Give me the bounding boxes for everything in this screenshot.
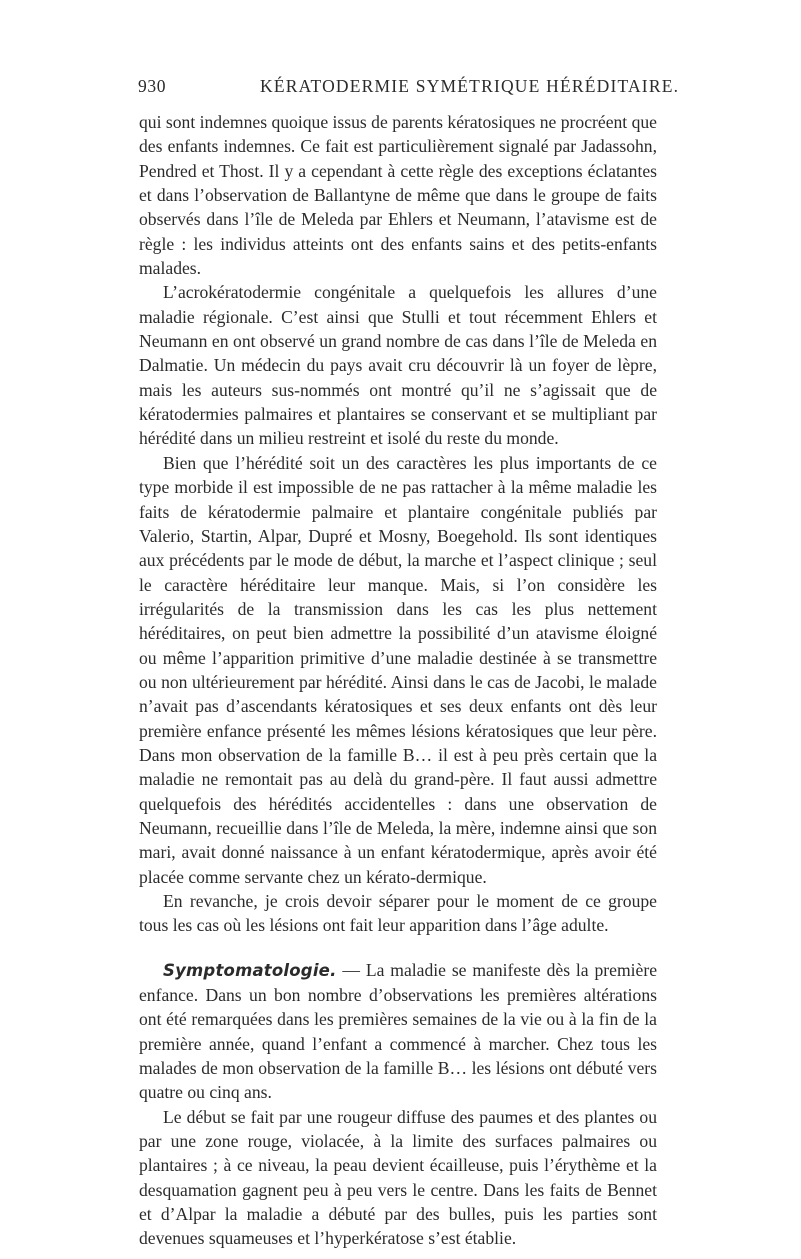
body-text (139, 110, 657, 1251)
paragraph-heredity: Bien que l’hérédité soit un des caractères les plus importants de ce type morbide il est impossible de ne pas rattacher à la même maladie les faits de kératodermie palmaire et plantaire congénitale publiés par Valerio, Startin, Alpar, Dupré et Mosny, Boegehold. Ils sont identiques aux précédents par le mode de début, la marche et l’aspect clinique ; seul le caractère héréditaire leur manque. Mais, si l’on considère les irrégularités de la transmission dans les cas les plus nettement héréditaires, on peut bien admettre la possibilité d’un atavisme éloigné ou même l’apparition primitive d’une maladie destinée à se transmettre ou non ultérieurement par hérédité. Ainsi dans le cas de Jacobi, le malade n’avait pas d’ascendants kératosiques et ses deux enfants ont dès leur première enfance présenté les mêmes lésions kératosiques que leur père. Dans mon observation de la famille B… il est à peu près certain que la maladie ne remontait pas au delà du grand-père. Il faut aussi admettre quelquefois des hérédités accidentelles : dans une observation de Neumann, recueillie dans l’île de Meleda, la mère, indemne ainsi que son mari, avait donné naissance à un enfant kératodermique, après avoir été placée comme servante chez un kérato-dermique. (139, 452, 657, 887)
running-head (138, 76, 680, 100)
paragraph-adult-cases: En revanche, je crois devoir séparer pour le moment de ce groupe tous les cas où les lésions ont fait leur apparition dans l’âge adulte. (139, 891, 657, 936)
paragraph-symptomatology (139, 958, 657, 1105)
paragraph-onset: Le début se fait par une rougeur diffuse des paumes et des plantes ou par une zone rouge, violacée, à la limite des surfaces palmaires ou plantaires ; à ce niveau, la peau devient écailleuse, puis l’érythème et la desquamation gagnent peu à peu vers le centre. Dans les faits de Bennet et d’Alpar la maladie a débuté par des bulles, puis les parties sont devenues squameuses et l’hyperkératose s’est établie. (139, 1106, 657, 1249)
running-title: KÉRATODERMIE SYMÉTRIQUE HÉRÉDITAIRE. (260, 76, 680, 96)
section-intro-text: — La maladie se manifeste dès la première enfance. Dans un bon nombre d’observations les premières altérations ont été remarquées dans les premières semaines de la vie ou à la fin de la première année, quand l’enfant a commencé à marcher. Chez tous les malades de mon observation de la famille B… les lésions ont débuté vers quatre ou cinq ans. (139, 959, 657, 1103)
paragraph-regional-disease: L’acrokératodermie congénitale a quelquefois les allures d’une maladie régionale. C’est ainsi que Stulli et tout récemment Ehlers et Neumann en ont observé un grand nombre de cas dans l’île de Meleda en Dalmatie. Un médecin du pays avait cru découvrir là un foyer de lèpre, mais les auteurs sus-nommés ont montré qu’il ne s’agissait que de kératodermies palmaires et plantaires se conservant et se multipliant par hérédité dans un milieu restreint et isolé du reste du monde. (139, 282, 657, 449)
section-title: Symptomatologie. (163, 960, 337, 980)
paragraph-continuation: qui sont indemnes quoique issus de parents kératosiques ne procréent que des enfants indemnes. Ce fait est particulièrement signalé par Jadassohn, Pendred et Thost. Il y a cependant à cette règle des exceptions éclatantes et dans l’observation de Ballantyne de même que dans le groupe de faits observés dans l’île de Meleda par Ehlers et Neumann, l’atavisme est de règle : les individus atteints ont des enfants sains et des petits-enfants malades. (139, 112, 657, 279)
page-number: 930 (138, 76, 167, 96)
